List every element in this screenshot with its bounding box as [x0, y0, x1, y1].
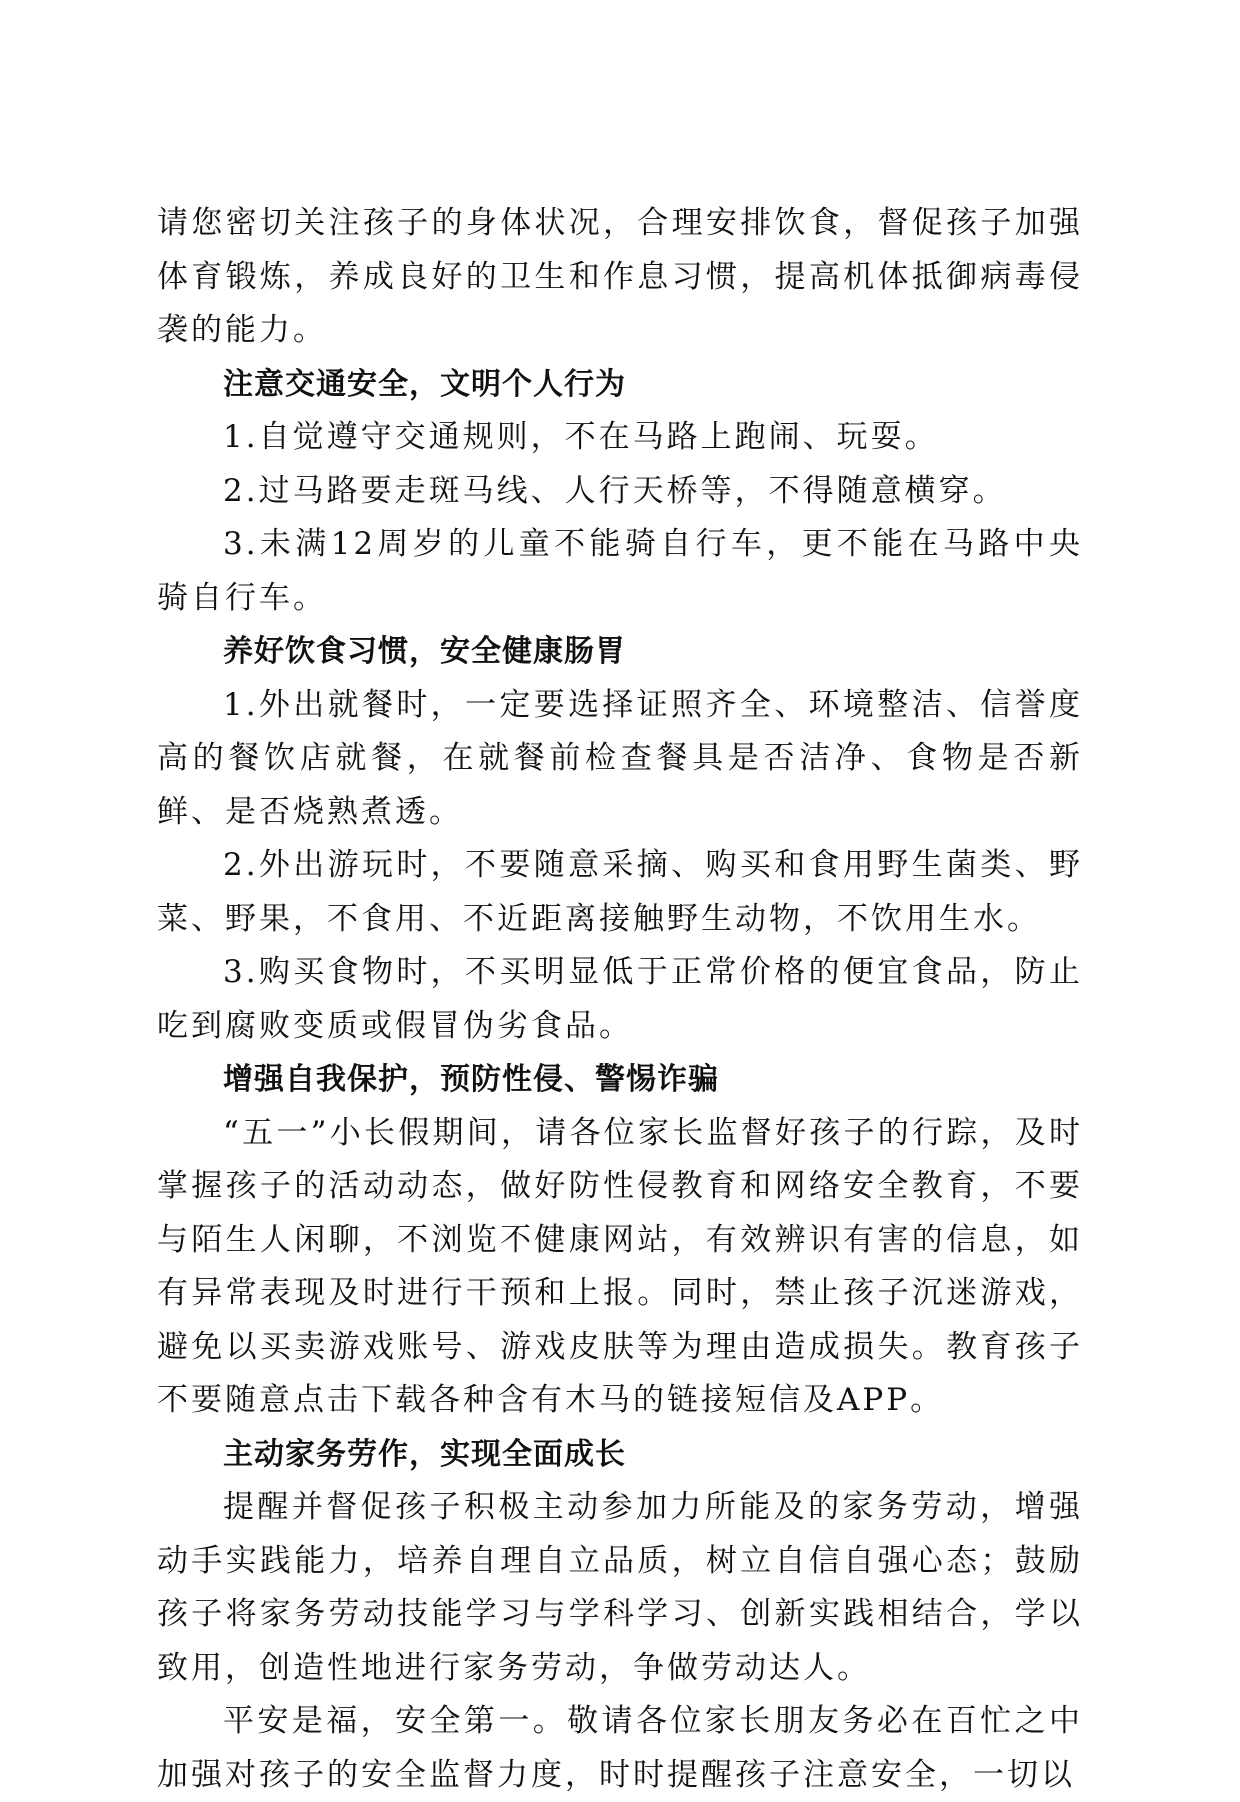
section-heading-traffic-safety: 注意交通安全，文明个人行为 [223, 366, 626, 402]
traffic-rule-2: 2.过马路要走斑马线、人行天桥等，不得随意横穿。 [223, 472, 1007, 509]
document-body [157, 197, 1083, 1802]
food-rule-1: 1.外出就餐时，一定要选择证照齐全、环境整洁、信誉度高的餐饮店就餐，在就餐前检查餐具是否洁净、食物是否新鲜、是否烧熟煮透。 [157, 686, 1083, 830]
section-heading-food-safety: 养好饮食习惯，安全健康肠胃 [223, 634, 626, 669]
self-protection-paragraph: “五一”小长假期间，请各位家长监督好孩子的行踪，及时掌握孩子的活动动态，做好防性侵教育和网络安全教育，不要与陌生人闲聊，不浏览不健康网站，有效辨识有害的信息，如有异常表现及时进行干预和上报。同时，禁止孩子沉迷游戏，避免以买卖游戏账号、游戏皮肤等为理由造成损失。教育孩子不要随意点击下载各种含有木马的链接短信及APP。 [157, 1114, 1083, 1418]
section-heading-housework: 主动家务劳作，实现全面成长 [223, 1436, 626, 1472]
intro-paragraph: 请您密切关注孩子的身体状况，合理安排饮食，督促孩子加强体育锻炼，养成良好的卫生和作息习惯，提高机体抵御病毒侵袭的能力。 [157, 205, 1083, 348]
traffic-rule-1: 1.自觉遵守交通规则，不在马路上跑闹、玩耍。 [223, 419, 939, 455]
housework-paragraph: 提醒并督促孩子积极主动参加力所能及的家务劳动，增强动手实践能力，培养自理自立品质，树立自信自强心态；鼓励孩子将家务劳动技能学习与学科学习、创新实践相结合，学以致用，创造性地进行家务劳动，争做劳动达人。 [157, 1489, 1083, 1686]
food-rule-2: 2.外出游玩时，不要随意采摘、购买和食用野生菌类、野菜、野果，不食用、不近距离接触野生动物，不饮用生水。 [157, 847, 1083, 937]
food-rule-3: 3.购买食物时，不买明显低于正常价格的便宜食品，防止吃到腐败变质或假冒伪劣食品。 [157, 954, 1083, 1044]
closing-paragraph: 平安是福，安全第一。敬请各位家长朋友务必在百忙之中加强对孩子的安全监督力度，时时提醒孩子注意安全，一切以 [157, 1703, 1083, 1793]
section-heading-self-protection: 增强自我保护，预防性侵、警惕诈骗 [223, 1062, 719, 1097]
traffic-rule-3: 3.未满12周岁的儿童不能骑自行车，更不能在马路中央骑自行车。 [157, 526, 1083, 616]
